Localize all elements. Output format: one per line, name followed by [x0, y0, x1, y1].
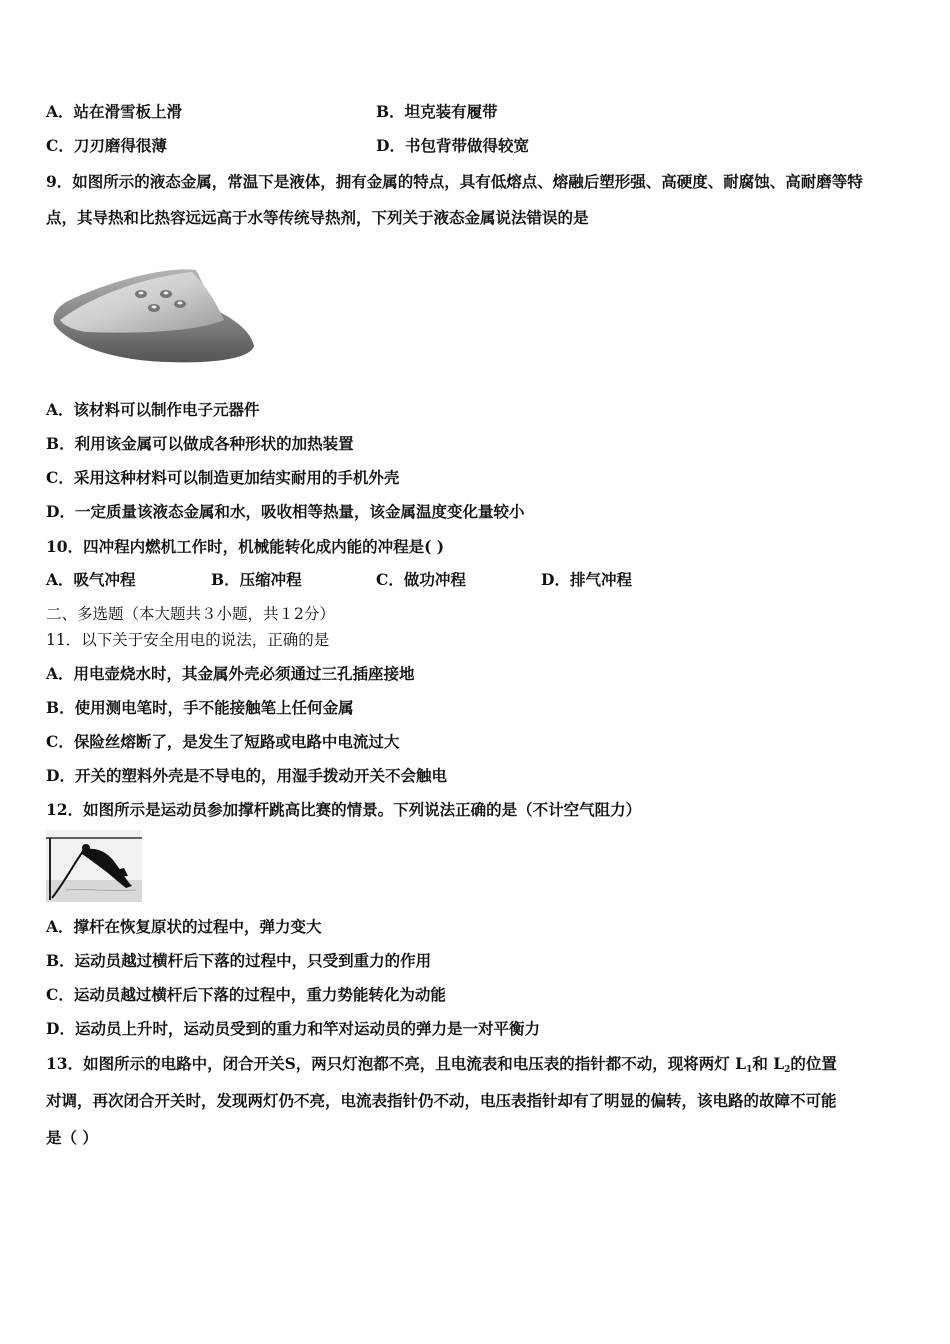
q12-option-c: C．运动员越过横杆后下落的过程中，重力势能转化为动能 — [46, 985, 446, 1004]
q13-stem-line3: 是（ ） — [46, 1128, 98, 1147]
q13-subscript-1: 1 — [746, 1065, 753, 1075]
q8-option-c: C．刀刃磨得很薄 — [46, 136, 167, 155]
q9-option-d: D．一定质量该液态金属和水，吸收相等热量，该金属温度变化量较小 — [46, 502, 525, 521]
q11-option-b: B．使用测电笔时，手不能接触笔上任何金属 — [46, 698, 354, 717]
q8-option-a: A．站在滑雪板上滑 — [46, 102, 183, 121]
q11-option-d: D．开关的塑料外壳是不导电的，用湿手拨动开关不会触电 — [46, 766, 447, 785]
q13-stem-line1 — [46, 1054, 837, 1080]
q9-stem-line1: 9．如图所示的液态金属，常温下是液体，拥有金属的特点，具有低熔点、熔融后塑形强、高硬度、耐腐蚀、高耐磨等特 — [46, 172, 863, 191]
q13-stem-text-c: 的位置 — [790, 1054, 837, 1073]
q9-option-b: B．利用该金属可以做成各种形状的加热装置 — [46, 434, 354, 453]
q13-stem-text-a: 13．如图所示的电路中，闭合开关S，两只灯泡都不亮，且电流表和电压表的指针都不动，现将两灯 L — [46, 1054, 747, 1073]
q9-option-a: A．该材料可以制作电子元器件 — [46, 400, 260, 419]
q11-option-a: A．用电壶烧水时，其金属外壳必须通过三孔插座接地 — [46, 664, 415, 683]
q9-option-c: C．采用这种材料可以制造更加结实耐用的手机外壳 — [46, 468, 400, 487]
q13-subscript-2: 2 — [784, 1065, 791, 1075]
q13-stem-line2: 对调，再次闭合开关时，发现两灯仍不亮，电流表指针仍不动，电压表指针却有了明显的偏转，该电路的故障不可能 — [46, 1091, 837, 1110]
section-title: 二、多选题（本大题共３小题，共１2分） — [46, 605, 335, 623]
q12-option-d: D．运动员上升时，运动员受到的重力和竿对运动员的弹力是一对平衡力 — [46, 1019, 540, 1038]
q12-stem: 12．如图所示是运动员参加撑杆跳高比赛的情景。下列说法正确的是（不计空气阻力） — [46, 800, 642, 819]
q8-option-d: D．书包背带做得较宽 — [376, 136, 529, 155]
q10-option-b: B．压缩冲程 — [211, 570, 302, 589]
q12-option-b: B．运动员越过横杆后下落的过程中，只受到重力的作用 — [46, 951, 432, 970]
q11-option-c: C．保险丝熔断了，是发生了短路或电路中电流过大 — [46, 732, 400, 751]
pole-vault-image — [46, 830, 142, 902]
q9-stem-line2: 点，其导热和比热容远远高于水等传统导热剂，下列关于液态金属说法错误的是 — [46, 208, 589, 227]
q11-stem: 11．以下关于安全用电的说法，正确的是 — [46, 631, 330, 649]
q10-option-d: D．排气冲程 — [541, 570, 632, 589]
q10-option-a: A．吸气冲程 — [46, 570, 136, 589]
liquid-metal-image — [46, 262, 260, 374]
q8-option-b: B．坦克装有履带 — [376, 102, 498, 121]
q10-stem: 10．四冲程内燃机工作时，机械能转化成内能的冲程是( ) — [46, 537, 445, 556]
q12-option-a: A．撑杆在恢复原状的过程中，弹力变大 — [46, 917, 322, 936]
q13-stem-text-b: 和 L — [752, 1054, 785, 1073]
q10-option-c: C．做功冲程 — [376, 570, 466, 589]
